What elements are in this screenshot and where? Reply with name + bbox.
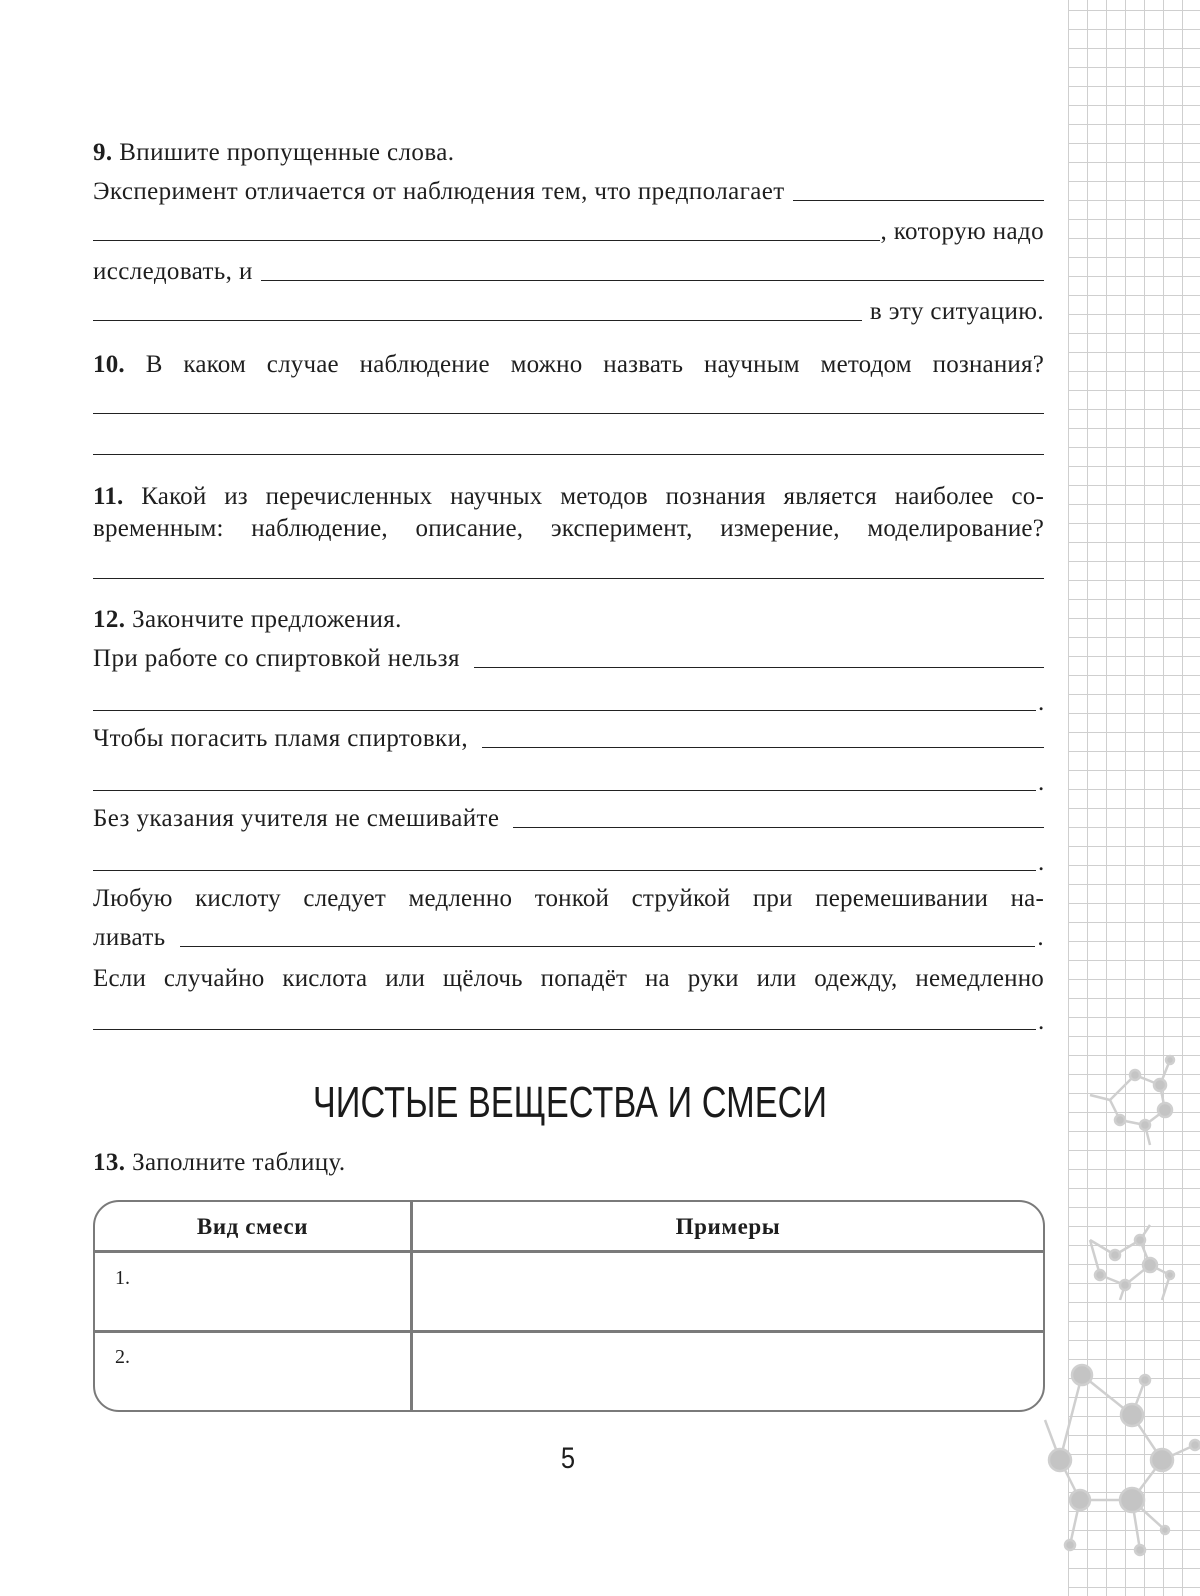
q12-s2 [93,724,1044,754]
q9-blank-2[interactable] [93,240,880,241]
q9-line3 [93,257,1044,287]
q12-s3-period: . [1038,849,1045,876]
table-row-2-label: 2. [115,1346,130,1368]
q9-prompt [93,138,454,168]
q12-s1-text: При работе со спиртовкой нельзя [93,645,460,672]
q10-answer-line-2[interactable] [93,454,1044,455]
q12-s4-text-2: ливать [93,924,166,951]
q12-s3-blank-2[interactable] [93,870,1036,871]
q9-line1-text: Эксперимент отличается от наблюдения тем, что предполагает [93,178,785,205]
q12-s4-line2 [93,923,1044,953]
q12-s5-text: Если случайно кислота или щёлочь попадёт на руки или одежду, немедленно [93,965,1044,992]
q12-prompt [93,605,402,635]
q12-s3-blank[interactable] [513,827,1044,828]
q12-s4-line1 [93,883,1044,914]
q12-s2-text: Чтобы погасить пламя спиртовки, [93,725,469,752]
q9-line2 [93,217,1044,247]
q11-text-2: временным: наблюдение, описание, эксперимент, измерение, моделирование? [93,515,1044,542]
mixtures-table [93,1200,1045,1412]
q10-question [93,349,1044,380]
q13-prompt [93,1148,346,1178]
q11-text-1: Какой из перечисленных научных методов познания является наиболее со- [141,483,1045,510]
q12-s2-blank[interactable] [482,747,1044,748]
q9-line1 [93,177,1044,207]
q9-line2-text: , которую надо [880,218,1044,245]
table-row-1-type-cell[interactable] [95,1253,410,1330]
q9-blank-3[interactable] [261,280,1044,281]
q9-line4-text: в эту ситуацию. [869,298,1044,325]
molecule-decoration-icon [1040,1040,1200,1596]
q12-s5-period: . [1038,1008,1045,1035]
q12-s1-period: . [1038,689,1045,716]
q9-prompt-text: Впишите пропущенные слова. [119,139,455,166]
q9-line3-text: исследовать, и [93,258,253,285]
q12-s3-text: Без указания учителя не смешивайте [93,805,500,832]
section-title: ЧИСТЫЕ ВЕЩЕСТВА И СМЕСИ [312,1078,828,1127]
q11-question-line2 [93,513,1044,544]
table-row-1-examples-cell[interactable] [413,1253,1043,1330]
q12-s4-text-1: Любую кислоту следует медленно тонкой струйкой при перемешивании на- [93,885,1044,912]
q12-s1-blank[interactable] [474,667,1044,668]
table-row-1-label: 1. [115,1267,130,1289]
table-row-2-examples-cell[interactable] [413,1333,1043,1410]
q13-number: 13. [93,1149,126,1176]
q12-s1 [93,644,1044,674]
table-header-mixture-type: Вид смеси [196,1214,309,1239]
q10-number: 10. [93,351,125,378]
page-number: 5 [560,1442,576,1475]
q13-prompt-text: Заполните таблицу. [132,1149,346,1176]
q12-s4-blank[interactable] [180,946,1036,947]
q12-number: 12. [93,606,126,633]
q11-answer-line[interactable] [93,578,1044,579]
q10-answer-line-1[interactable] [93,413,1044,414]
q12-prompt-text: Закончите предложения. [132,606,402,633]
q9-number: 9. [93,139,113,166]
q12-s5-blank[interactable] [93,1029,1036,1030]
q9-blank-4[interactable] [93,320,862,321]
q12-s3 [93,804,1044,834]
q12-s4-period: . [1037,924,1044,951]
q12-s1-blank-2[interactable] [93,710,1036,711]
table-header-examples: Примеры [675,1214,781,1239]
q9-line4 [93,297,1044,327]
q11-number: 11. [93,483,124,510]
q12-s2-blank-2[interactable] [93,790,1036,791]
q10-text: В каком случае наблюдение можно назвать научным методом познания? [145,351,1045,378]
q11-question-line1 [93,481,1044,512]
q9-blank-1[interactable] [793,200,1044,201]
table-row-2-type-cell[interactable] [95,1333,410,1410]
q12-s2-period: . [1038,769,1045,796]
q12-s5 [93,963,1044,994]
